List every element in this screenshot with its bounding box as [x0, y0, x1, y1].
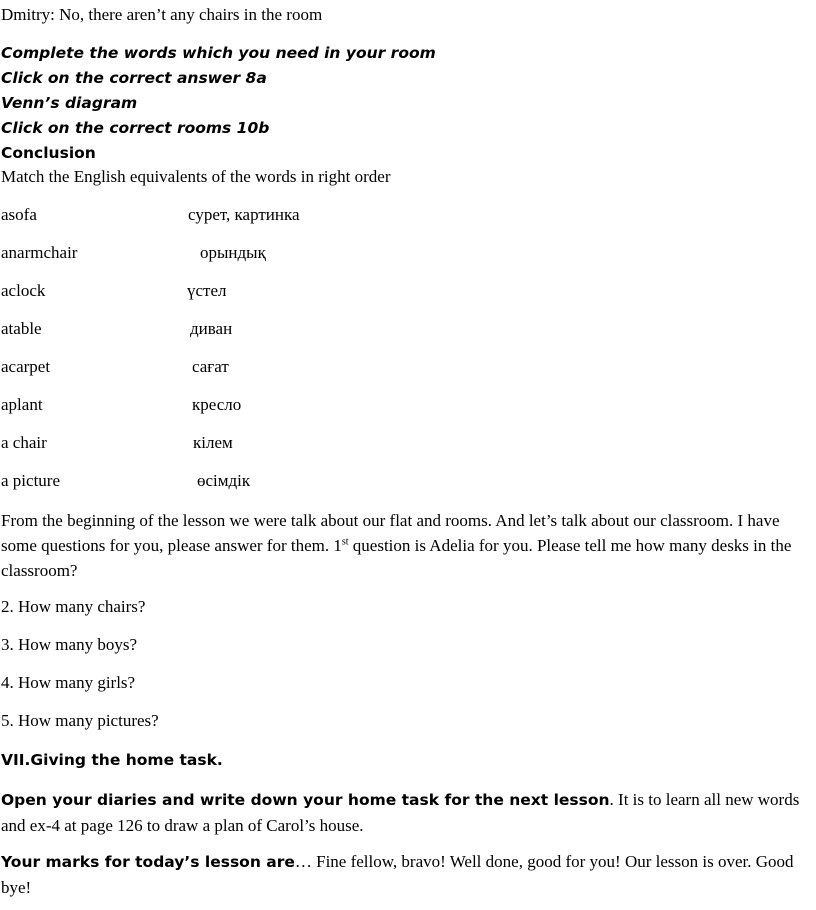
vocab-en-word: atable — [1, 319, 42, 338]
marks-paragraph — [1, 849, 813, 900]
vocab-en-word: asofa — [1, 205, 37, 224]
paragraph-text: question is Adelia for you. Please tell me how many desks in the classroom? — [1, 536, 792, 580]
marks-bold: Your marks for today’s lesson are — [1, 853, 295, 871]
paragraph-text: From the beginning of the lesson we were talk about our flat and rooms. And let’s talk about our classroom. I have some questions for you, please answer for them. 1 — [1, 511, 780, 555]
vocab-kz-word: диван — [190, 319, 233, 338]
home-task-text: . It is to learn all new words and ex-4 at page 126 to draw a plan of Carol’s house. — [1, 790, 800, 835]
vocab-kz-word: орындық — [200, 243, 266, 262]
home-task-bold: Open your diaries and write down your home task for the next lesson — [1, 791, 610, 809]
conclusion-heading: Conclusion — [1, 144, 96, 162]
vocab-en-word: anarmchair — [1, 243, 78, 262]
vocab-kz-word: кресло — [192, 395, 242, 414]
vocab-en-word: aclock — [1, 281, 46, 300]
home-task-paragraph — [1, 787, 813, 838]
question-pictures: 5. How many pictures? — [1, 711, 159, 730]
match-instruction: Match the English equivalents of the words in right order — [1, 167, 391, 186]
dialogue-line: Dmitry: No, there aren’t any chairs in the room — [1, 5, 323, 24]
vocab-en-word: a picture — [1, 471, 60, 490]
classroom-paragraph — [1, 508, 813, 583]
task-venn-diagram: Venn’s diagram — [1, 94, 138, 112]
marks-text: … Fine fellow, bravo! Well done, good for you! Our lesson is over. Good bye! — [1, 852, 794, 897]
task-correct-answer: Click on the correct answer 8a — [1, 69, 267, 87]
question-girls: 4. How many girls? — [1, 673, 136, 692]
task-correct-rooms: Click on the correct rooms 10b — [1, 119, 270, 137]
vocab-en-word: a chair — [1, 433, 47, 452]
vocab-kz-word: кілем — [193, 433, 233, 452]
vocab-kz-word: сурет, картинка — [188, 205, 300, 224]
vocab-en-word: aplant — [1, 395, 43, 414]
ordinal-superscript: st — [341, 536, 349, 548]
task-complete-words: Complete the words which you need in your room — [1, 44, 436, 62]
question-boys: 3. How many boys? — [1, 635, 137, 654]
vocab-en-word: acarpet — [1, 357, 51, 376]
vocab-kz-word: өсімдік — [197, 471, 251, 490]
question-chairs: 2. How many chairs? — [1, 597, 146, 616]
vocab-kz-word: сағат — [192, 357, 229, 376]
section-heading-home-task: VII.Giving the home task. — [1, 751, 223, 769]
vocab-kz-word: үстел — [187, 281, 227, 300]
